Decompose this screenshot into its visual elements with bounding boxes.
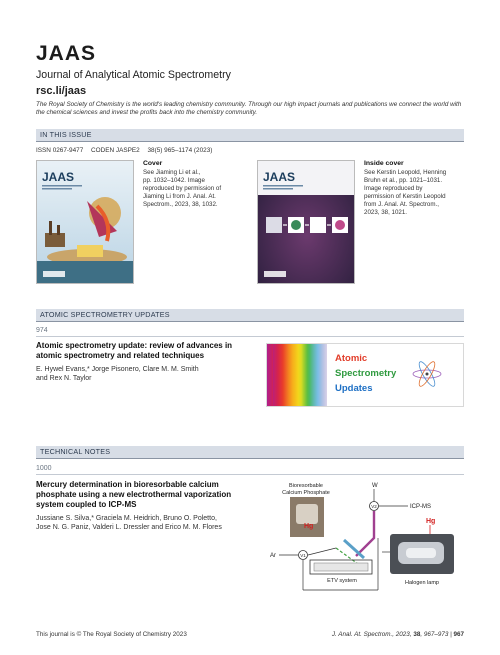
etv-diagram[interactable]: [266, 478, 466, 608]
volume-info: 38(5) 965–1174 (2023): [147, 147, 213, 154]
section-heading-technical-notes: TECHNICAL NOTES: [36, 446, 464, 458]
footer-citation: [332, 631, 464, 638]
graphic-word: Updates: [335, 383, 373, 394]
updates-graphic[interactable]: [266, 343, 464, 407]
updates-article[interactable]: [36, 341, 260, 383]
cover-illustration: [37, 161, 134, 284]
inside-cover-caption-line: permission of Kerstin Leopold: [364, 193, 446, 200]
footer-year: , 2023,: [392, 631, 414, 638]
inside-cover-caption-line: Bruhn et al., pp. 1021–1031.: [364, 177, 443, 184]
cover-mini-title: JAAS: [42, 170, 75, 184]
cover-caption-line: reproduced by permission of: [143, 185, 222, 192]
issn-line: [36, 147, 218, 154]
diagram-label: Calcium Phosphate: [282, 490, 330, 496]
article-rule: [36, 474, 464, 475]
inside-cover-caption-line: See Kerstin Leopold, Henning: [364, 169, 447, 176]
section-rule: [36, 458, 464, 459]
article-authors-line: and Rex N. Taylor: [36, 375, 92, 382]
footer-pages: , 967–973: [420, 631, 449, 638]
footer-copyright: This journal is © The Royal Society of Chemistry 2023: [36, 631, 187, 638]
atom-icon: [413, 360, 441, 388]
section-heading-in-this-issue: IN THIS ISSUE: [36, 129, 464, 141]
issn: ISSN 0267-9477: [36, 147, 84, 154]
inside-cover-caption: [364, 160, 468, 217]
article-title-line: system coupled to ICP-MS: [36, 500, 137, 509]
section-rule: [36, 141, 464, 142]
updates-graphic-art: [267, 344, 464, 407]
inside-cover-title: Inside cover: [364, 160, 404, 167]
diagram-label: Ar: [270, 553, 276, 559]
footer-page-number: 967: [453, 631, 464, 638]
inside-cover-illustration: [258, 161, 355, 284]
cover-caption-line: Spectrom., 2023, 38, 1032.: [143, 201, 218, 208]
inside-cover-image[interactable]: [257, 160, 355, 284]
footer-volume: 38: [413, 631, 421, 638]
article-page-number: 1000: [36, 465, 52, 472]
cover-image[interactable]: [36, 160, 134, 284]
article-title-line: Atomic spectrometry update: review of advances in: [36, 341, 233, 350]
article-rule: [36, 336, 464, 337]
inside-cover-caption-line: from J. Anal. At. Spectrom.,: [364, 201, 439, 208]
inside-cover-caption-line: 2023, 38, 1021.: [364, 209, 408, 216]
journal-blurb: The Royal Society of Chemistry is the world's leading chemistry community. Through our high impact journals and publications we connect the world with the chemical sciences and invest the profits back into the chemistry community.: [36, 101, 462, 117]
technical-note-article[interactable]: [36, 480, 264, 532]
diagram-label: V2: [371, 504, 377, 509]
cover-caption-line: See Jiaming Li et al.,: [143, 169, 201, 176]
etv-diagram-art: [266, 478, 466, 608]
journal-abbreviation: JAAS: [36, 42, 97, 65]
diagram-label: Halogen lamp: [405, 580, 439, 586]
diagram-label: W: [372, 483, 378, 489]
diagram-label: ICP-MS: [410, 504, 431, 510]
article-title-line: atomic spectrometry and related techniques: [36, 351, 205, 360]
coden: CODEN JASPE2: [91, 147, 140, 154]
article-page-number: 974: [36, 327, 48, 334]
cover-caption: [143, 160, 243, 209]
diagram-label: Hg: [426, 518, 436, 525]
cover-caption-line: Jiaming Li from J. Anal. At.: [143, 193, 216, 200]
diagram-label: Bioresorbable: [289, 483, 323, 489]
journal-url-link[interactable]: rsc.li/jaas: [36, 85, 87, 97]
footer-separator: |: [448, 631, 454, 638]
journal-full-name: Journal of Analytical Atomic Spectrometry: [36, 69, 231, 81]
cover-title: Cover: [143, 160, 163, 167]
article-title-line: phosphate using a new electrothermal vaporization: [36, 490, 232, 499]
article-authors-line: E. Hywel Evans,* Jorge Pisonero, Clare M. M. Smith: [36, 366, 199, 373]
graphic-word: Atomic: [335, 353, 368, 364]
article-authors-line: Jose N. G. Paniz, Valderi L. Dressler and Erico M. M. Flores: [36, 524, 222, 531]
diagram-label: V1: [300, 553, 306, 558]
inside-cover-mini-title: JAAS: [263, 170, 296, 184]
cover-caption-line: pp. 1032–1042. Image: [143, 177, 205, 184]
article-authors-line: Jussiane S. Silva,* Graciela M. Heidrich, Bruno O. Poletto,: [36, 515, 217, 522]
diagram-label: ETV system: [327, 578, 357, 584]
section-heading-updates: ATOMIC SPECTROMETRY UPDATES: [36, 309, 464, 321]
diagram-label: Hg: [304, 523, 314, 530]
footer-journal: J. Anal. At. Spectrom.: [331, 631, 393, 638]
article-title-line: Mercury determination in bioresorbable calcium: [36, 480, 219, 489]
section-rule: [36, 321, 464, 322]
graphic-word: Spectrometry: [335, 368, 397, 379]
inside-cover-caption-line: Image reproduced by: [364, 185, 423, 192]
